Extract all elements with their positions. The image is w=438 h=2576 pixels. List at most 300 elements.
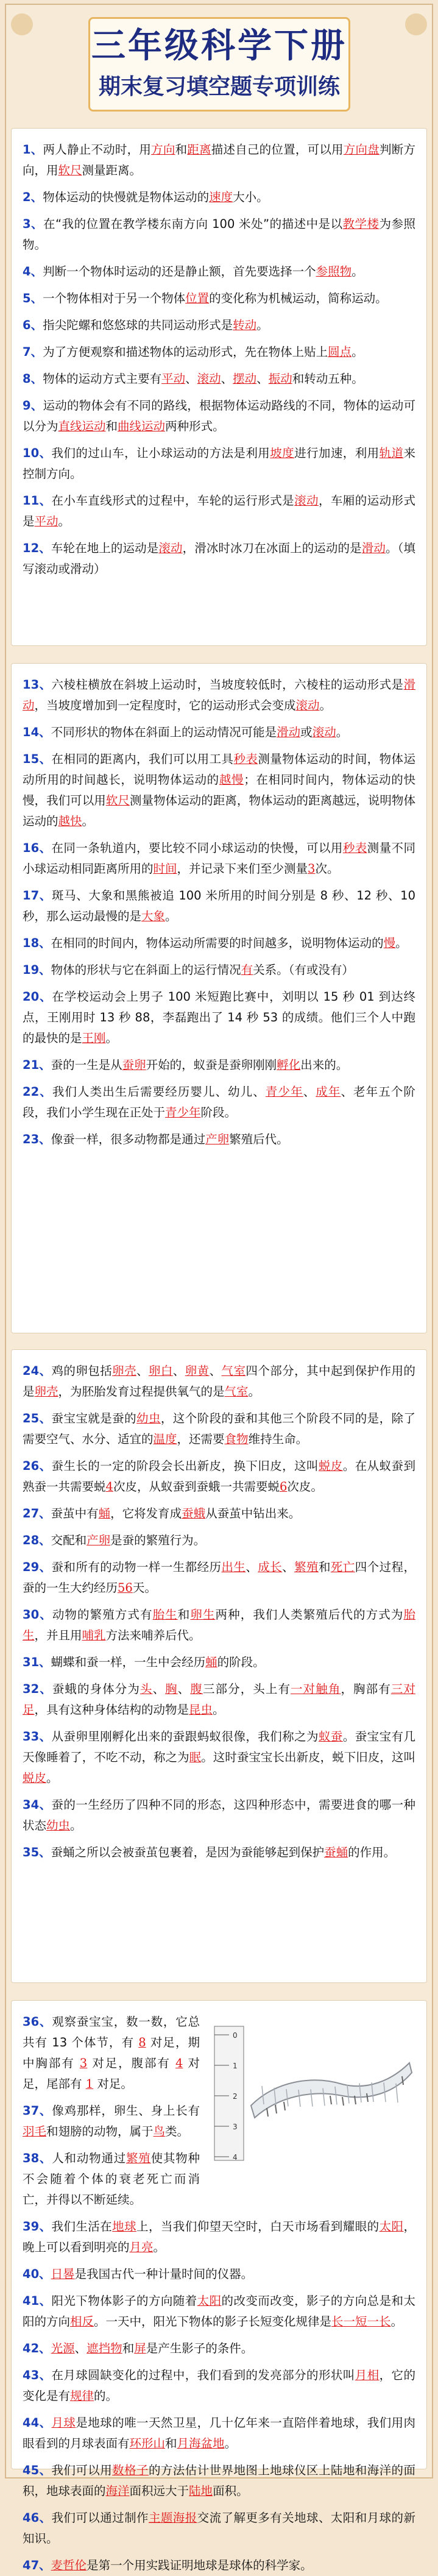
question-item [23, 261, 415, 282]
question-text: 斑马、大象和黑熊被追 100 米所用的时间分别是 8 秒、12 秒、10 秒，那么运动最慢的是 [23, 889, 415, 923]
question-text: 。 [58, 514, 71, 528]
question-number: 5、 [23, 291, 43, 305]
question-text: ，这个阶段的蚕和其他三个阶段不同的是，除了需要空气、水分、适宜的 [23, 1411, 415, 1446]
ruler-tick-label: 3 [233, 2123, 238, 2131]
answer-blank: 圆点 [328, 345, 352, 359]
question-text: 。 [390, 2315, 403, 2329]
question-text: 测量距离。 [82, 163, 142, 177]
answer-blank: 方向盘 [343, 143, 380, 157]
question-item [23, 1726, 415, 1789]
question-text: 蚕生长的一定的阶段会长出新皮，换下旧皮，这叫 [51, 1459, 319, 1473]
question-number: 21、 [23, 1058, 51, 1072]
question-text: 关系。（有或没有） [253, 963, 354, 977]
question-text: 蚕茧中有 [51, 1506, 99, 1520]
corner-decoration-right [405, 13, 427, 35]
answer-blank: 青少年 [265, 1085, 303, 1099]
question-text: 物体的运动方式主要有 [43, 372, 162, 386]
question-number: 6、 [23, 318, 43, 332]
question-number: 46、 [23, 2511, 52, 2525]
silkworm-leg [342, 2097, 344, 2106]
question-item [23, 749, 415, 832]
question-text: ，它将发育成 [110, 1506, 182, 1520]
question-text: 像蚕一样，很多动物都是通过 [51, 1132, 206, 1146]
question-text: 上，当我们仰望天空时，白天市场看到耀眼的 [136, 2219, 380, 2234]
question-item [23, 1361, 415, 1402]
answer-blank: 陆地 [189, 2484, 213, 2498]
answer-blank: 蛹 [205, 1655, 217, 1669]
answer-blank: 日晷 [51, 2267, 75, 2281]
question-text: 、 [172, 1364, 185, 1378]
silkworm-leg [275, 2105, 277, 2113]
answer-blank: 滑动 [277, 725, 301, 739]
question-text: 一个物体相对于另一个物体 [43, 291, 186, 305]
answer-blank: 出生 [221, 1560, 246, 1574]
answer-blank: 曲线运动 [118, 419, 166, 433]
question-number: 40、 [23, 2267, 51, 2281]
question-number: 41、 [23, 2294, 52, 2308]
answer-blank: 环形山 [129, 2436, 166, 2450]
question-text: 。 [351, 264, 364, 279]
question-text: 像鸡那样，卵生、身上长有 [52, 2104, 200, 2118]
question-text: 指尖陀螺和悠悠球的共同运动形式是 [43, 318, 233, 332]
question-item [23, 2338, 415, 2359]
question-text: 六棱柱横放在斜坡上运动时，当坡度较低时，六棱柱的运动形式是 [51, 678, 404, 692]
question-text: 繁殖后代。 [229, 1132, 289, 1146]
answer-blank: 距离 [187, 143, 211, 157]
question-text: 对足，期中胸部有 [23, 2035, 200, 2070]
question-text: 进行加速，利用 [294, 446, 380, 460]
question-item [23, 1082, 415, 1123]
answer-blank: 规律 [70, 2389, 94, 2403]
answer-blank: 位置 [185, 291, 210, 305]
question-text: 。 [82, 814, 94, 828]
question-number: 36、 [23, 2015, 52, 2029]
question-text: ，为胚胎发育过程提供氧气的是 [58, 1385, 225, 1399]
question-text: 蚕和所有的动物一样一生都经历 [51, 1560, 222, 1574]
answer-blank: 6 [279, 1480, 288, 1494]
question-text: 交配和 [51, 1533, 87, 1547]
question-item [23, 2413, 415, 2454]
question-text: 对足，腹部有 [87, 2056, 175, 2070]
answer-blank: 振动 [268, 372, 292, 386]
answer-blank: 滑动 [361, 541, 386, 555]
question-text: 蚕的一生是从 [51, 1058, 122, 1072]
question-text: 。 [336, 725, 348, 739]
question-text: 我们的过山车，让小球运动的方法是利用 [51, 446, 270, 460]
question-text: 和 [177, 1608, 191, 1622]
answer-blank: 卵黄 [185, 1364, 210, 1378]
question-number: 30、 [23, 1608, 52, 1622]
question-text: 、 [209, 1364, 222, 1378]
answer-blank: 滚动 [295, 698, 320, 712]
question-number: 11、 [23, 494, 52, 508]
question-item [23, 491, 415, 532]
question-text: ，还需要 [177, 1432, 225, 1446]
answer-blank: 鸟 [153, 2124, 166, 2138]
answer-blank: 遮挡物 [87, 2341, 122, 2355]
question-number: 33、 [23, 1730, 52, 1744]
answer-blank: 卵壳 [112, 1364, 136, 1378]
question-text: 判断一个物体时运动的还是静止额，首先要选择一个 [43, 264, 316, 279]
question-section-2 [11, 663, 427, 1333]
question-number: 7、 [23, 345, 43, 359]
answer-blank: 蚕卵 [122, 1058, 146, 1072]
question-item [23, 2264, 415, 2285]
question-number: 15、 [23, 752, 52, 766]
answer-blank: 屏 [134, 2341, 146, 2355]
question-text: 两种，我们人类繁殖后代的方式为 [215, 1608, 404, 1622]
question-number: 20、 [23, 990, 52, 1004]
answer-blank: 卵生 [190, 1608, 216, 1622]
question-text: 。一天中，阳光下物体的影子长短变化规律是 [94, 2315, 332, 2329]
question-text: 我们可以用 [51, 2463, 113, 2477]
question-text: 是蚕的繁殖行为。 [110, 1533, 206, 1547]
question-text: 从蚕卵里刚孵化出来的蚕跟蚂蚁很像，我们称之为 [51, 1730, 319, 1744]
question-item [23, 396, 415, 437]
question-text: 运动的物体会有不同的路线，根据物体运动路线的不同，物体的运动可以分为 [23, 399, 415, 433]
answer-blank: 3 [79, 2056, 88, 2070]
answer-blank: 数格子 [112, 2463, 149, 2477]
ruler-and-silkworm-icon [208, 2014, 415, 2166]
question-number: 3、 [23, 217, 44, 231]
answer-blank: 蜕皮 [23, 1771, 47, 1785]
answer-blank: 时间 [153, 862, 177, 876]
question-text: 车轮在地上的运动是 [51, 541, 159, 555]
question-text: 我们人类出生后需要经历婴儿、幼儿、 [52, 1085, 266, 1099]
question-text: 物体的形状与它在斜面上的运行情况 [51, 963, 241, 977]
answer-blank: 孵化 [277, 1058, 301, 1072]
question-text: 。 [213, 1703, 225, 1717]
question-number: 45、 [23, 2463, 52, 2477]
question-text: 蚕蛾的身体分为 [52, 1682, 140, 1696]
question-text: 。在从蚁蚕到熟蚕一共需要蜕 [23, 1459, 415, 1494]
answer-blank: 昆虫 [189, 1703, 213, 1717]
question-text: 对足，尾部有 [23, 2056, 200, 2091]
question-number: 17、 [23, 889, 52, 903]
question-text: 天。 [132, 1581, 157, 1595]
question-text: 我们生活在 [51, 2219, 113, 2234]
answer-blank: 幼虫 [46, 1818, 71, 1833]
question-text: ，并且用 [34, 1628, 82, 1642]
answer-blank: 光源 [51, 2341, 75, 2355]
question-text: 对足。 [93, 2077, 133, 2091]
question-text: 或 [300, 725, 313, 739]
question-text: 测量物体运动的时间，物体运动所用的时间越长，说明物体运动的 [23, 752, 415, 787]
question-item [23, 987, 415, 1049]
question-item [23, 675, 415, 716]
silkworm-body [251, 2063, 412, 2118]
silkworm-leg [284, 2102, 285, 2110]
question-text: 我们可以通过制作 [51, 2511, 149, 2525]
question-text: 。 [248, 1385, 261, 1399]
answer-blank: 月亮 [129, 2240, 154, 2254]
question-item [23, 2216, 415, 2258]
question-number: 29、 [23, 1560, 52, 1574]
question-item [23, 1679, 415, 1720]
question-item [23, 369, 415, 389]
question-section-4 [11, 2000, 427, 2572]
answer-blank: 转动 [233, 318, 257, 332]
answer-blank: 头 [140, 1682, 153, 1696]
question-number: 22、 [23, 1085, 52, 1099]
answer-blank: 青少年 [165, 1105, 201, 1119]
question-text: 测量不同小球运动相同距离所用的 [23, 841, 415, 876]
question-text: 。 [319, 698, 332, 712]
question-text: 观察蚕宝宝，数一数，它总共有 13 个体节，有 [23, 2015, 200, 2049]
question-text: 次皮。 [287, 1480, 323, 1494]
answer-blank: 羽毛 [23, 2124, 47, 2138]
answer-blank: 主题海报 [148, 2511, 197, 2525]
ruler-tick-label: 4 [233, 2153, 238, 2162]
question-text: 在学校运动会上男子 100 米短跑比赛中，刘明以 15 秒 01 到达终点，王刚用时 13 秒 88，李磊跑出了 14 秒 53 的成绩。他们三个人中跑的最快的是 [23, 990, 415, 1045]
question-number: 8、 [23, 372, 43, 386]
question-text: 是地球的唯一天然卫星，几十亿年来一直陪伴着地球，我们用肉眼看到的月球表面有 [23, 2416, 415, 2450]
question-text: 为了方便观察和描述物体的运动形式，先在物体上贴上 [43, 345, 328, 359]
answer-blank: 太阳 [197, 2294, 222, 2308]
question-number: 39、 [23, 2219, 52, 2234]
answer-blank: 3 [308, 862, 316, 876]
title-banner [88, 17, 350, 112]
answer-blank: 蚁蚕 [318, 1730, 343, 1744]
question-text: 是第一个用实践证明地球是球体的科学家。 [87, 2558, 313, 2572]
question-text: 的改变而改变，影子的方向总是和太阳的方向 [23, 2294, 415, 2329]
question-text: 蚕的一生经历了四种不同的形态，这四种形态中，需要进食的哪一种状态 [23, 1798, 415, 1833]
question-text: 描述自己的位置，可以用 [211, 143, 344, 157]
question-text: 不同形状的物体在斜面上的运动情况可能是 [51, 725, 277, 739]
question-text: 的阶段。 [217, 1655, 265, 1669]
answer-blank: 眠 [189, 1750, 202, 1764]
question-item [23, 140, 415, 181]
question-text: 、 [303, 1085, 316, 1099]
question-text: 、老年五个阶段，我们小学生现在正处于 [23, 1085, 415, 1119]
question-text: 阶段。 [200, 1105, 237, 1119]
question-item [23, 342, 415, 363]
question-item [23, 1605, 415, 1646]
question-number: 37、 [23, 2104, 52, 2118]
question-text: 大小。 [233, 190, 269, 204]
question-item [23, 722, 415, 743]
question-item [23, 1652, 415, 1673]
question-text: 、 [185, 372, 197, 386]
question-text: 为参照物。 [23, 217, 415, 252]
question-number: 1、 [23, 143, 43, 157]
question-text: 在同一条轨道内，要比较不同小球运动的快慢，可以用 [51, 841, 343, 855]
question-text: ，具有这种身体结构的动物是 [34, 1703, 189, 1717]
answer-blank: 蜕皮 [318, 1459, 343, 1473]
answer-blank: 幼虫 [136, 1411, 161, 1425]
question-text: 蚕宝宝就是蚕的 [51, 1411, 137, 1425]
page-subtitle: 期末复习填空题专项训练 [98, 74, 340, 99]
question-text: 是我国古代一种计量时间的仪器。 [74, 2267, 253, 2281]
question-text: ，车厢的运动形式是 [23, 494, 415, 528]
question-text: 是产生影子的条件。 [146, 2341, 253, 2355]
answer-blank: 蚕蛹 [324, 1845, 348, 1859]
answer-blank: 气室 [224, 1385, 249, 1399]
answer-blank: 滚动 [197, 372, 221, 386]
question-text: 、 [177, 1682, 191, 1696]
question-text: 的变化称为机械运动，简称运动。 [209, 291, 387, 305]
question-text: 测量物体运动的距离，物体运动的距离越远，说明物体运动的 [23, 793, 415, 828]
question-text: 、 [282, 1560, 295, 1574]
silkworm-leg [330, 2096, 331, 2104]
question-item [23, 538, 415, 580]
answer-blank: 滚动 [158, 541, 183, 555]
answer-blank: 教学楼 [342, 217, 380, 231]
question-text: 。 [224, 2436, 237, 2450]
question-text: 和 [165, 2436, 177, 2450]
answer-blank: 轨道 [379, 446, 404, 460]
question-text: 和翅膀的动物，属于 [46, 2124, 154, 2138]
answer-blank: 长一短一长 [331, 2315, 391, 2329]
answer-blank: 软尺 [105, 793, 130, 807]
answer-blank: 地球 [112, 2219, 137, 2234]
question-text: 维持生命。 [248, 1432, 308, 1446]
answer-blank: 卵白 [148, 1364, 173, 1378]
answer-blank: 蛹 [98, 1506, 111, 1520]
question-text: 出来的。 [300, 1058, 348, 1072]
question-text: 在“我的位置在教学楼东南方向 100 米处”的描述中是以 [43, 217, 343, 231]
answer-blank: 秒表 [233, 752, 258, 766]
question-text: 阳光下物体影子的方向随着 [51, 2294, 197, 2308]
answer-blank: 滑动 [23, 678, 415, 712]
answer-blank: 食物 [224, 1432, 249, 1446]
question-text: 动物的繁殖方式有 [52, 1608, 153, 1622]
answer-blank: 腹 [190, 1682, 203, 1696]
question-number: 31、 [23, 1655, 51, 1669]
corner-decoration-left [11, 13, 33, 35]
question-number: 2、 [23, 190, 43, 204]
question-number: 44、 [23, 2416, 52, 2430]
question-item [23, 2460, 415, 2502]
question-item [23, 443, 415, 484]
answer-blank: 哺乳 [82, 1628, 106, 1642]
question-text: 交流了解更多有关地球、太阳和月球的新知识。 [23, 2511, 415, 2546]
question-text: 、 [256, 372, 269, 386]
question-text: 判断方向，用 [23, 143, 415, 177]
answer-blank: 56 [118, 1581, 133, 1595]
answer-blank: 产卵 [205, 1132, 230, 1146]
answer-blank: 麦哲伦 [51, 2558, 87, 2572]
ruler-tick-label: 2 [233, 2092, 238, 2101]
question-number: 27、 [23, 1506, 51, 1520]
answer-blank: 海洋 [105, 2484, 130, 2498]
answer-blank: 一对触角 [291, 1682, 341, 1696]
question-text: 类。 [165, 2124, 189, 2138]
question-item [23, 1503, 415, 1524]
question-text: 方法来哺养后代。 [105, 1628, 201, 1642]
question-text: 和 [122, 2341, 135, 2355]
question-text: 在相同的距离内，我们可以用工具 [51, 752, 234, 766]
question-item [23, 933, 415, 954]
question-text: 、 [74, 2341, 87, 2355]
silkworm-leg [267, 2108, 268, 2117]
question-number: 12、 [23, 541, 51, 555]
question-number: 19、 [23, 963, 51, 977]
question-item [23, 1842, 415, 1863]
question-item [23, 1557, 415, 1598]
answer-blank: 成长 [258, 1560, 283, 1574]
question-text: 鸡的卵包括 [51, 1364, 113, 1378]
question-item [23, 187, 415, 208]
question-number: 10、 [23, 446, 52, 460]
answer-blank: 秒表 [342, 841, 367, 855]
question-text: ，晚上可以看到明亮的 [23, 2219, 415, 2254]
answer-blank: 大象 [141, 909, 166, 923]
silkworm-figure [208, 2014, 415, 2166]
question-text: 和 [175, 143, 188, 157]
question-text: 和 [318, 1560, 331, 1574]
answer-blank: 胎生 [23, 1608, 415, 1642]
answer-blank: 卵壳 [34, 1385, 58, 1399]
question-text: 。（填写滚动或滑动） [23, 541, 415, 576]
answer-blank: 月海盆地 [177, 2436, 225, 2450]
question-text: 、 [152, 1682, 166, 1696]
question-text: 的。 [94, 2389, 118, 2403]
question-number: 18、 [23, 936, 51, 950]
answer-blank: 繁殖 [294, 1560, 319, 1574]
question-text: ，胸部有 [341, 1682, 391, 1696]
question-text: 在小车直线形式的过程中，车轮的运行形式是 [51, 494, 295, 508]
question-section-3 [11, 1349, 427, 1983]
answer-blank: 月相 [355, 2368, 380, 2382]
question-text: 从蚕茧中钻出来。 [205, 1506, 301, 1520]
question-text: 。 [256, 318, 269, 332]
answer-blank: 成年 [316, 1085, 341, 1099]
answer-blank: 软尺 [58, 163, 82, 177]
question-section-1 [11, 128, 427, 646]
question-text: 三部分，头上有 [202, 1682, 291, 1696]
question-item [23, 1795, 415, 1836]
question-number: 23、 [23, 1132, 51, 1146]
answer-blank: 慢 [383, 936, 396, 950]
answer-blank: 参照物 [316, 264, 352, 279]
answer-blank: 胸 [165, 1682, 178, 1696]
question-item [23, 960, 415, 981]
answer-blank: 越快 [58, 814, 82, 828]
answer-blank: 4 [175, 2056, 183, 2070]
question-text: 和转动五种。 [292, 372, 364, 386]
question-number: 4、 [23, 264, 43, 279]
question-text: 人和动物通过 [52, 2151, 126, 2165]
question-text: 使其物种不会随着个体的衰老死亡而消亡，并得以不断延续。 [23, 2151, 200, 2207]
answer-blank: 滚动 [294, 494, 319, 508]
question-number: 24、 [23, 1364, 52, 1378]
question-text: 两人静止不动时，用 [43, 143, 152, 157]
question-text: 、 [136, 1364, 149, 1378]
question-text: 、 [221, 372, 233, 386]
answer-blank: 温度 [153, 1432, 177, 1446]
question-text: 开始的，蚁蚕是蚕卵刚刚 [146, 1058, 277, 1072]
question-text: 次。 [315, 862, 339, 876]
question-text: 蚕蛹之所以会被蚕茧包裹着，是因为蚕能够起到保护 [51, 1845, 325, 1859]
question-text: 四个部分，其中起到保护作用的是 [23, 1364, 415, 1399]
question-item [23, 1055, 415, 1076]
answer-blank: 有 [241, 963, 253, 977]
question-text: 四个过程，蚕的一生大约经历 [23, 1560, 415, 1595]
answer-blank: 平动 [161, 372, 186, 386]
question-text: 。 [105, 1031, 118, 1045]
answer-blank: 王刚 [82, 1031, 106, 1045]
question-text: 次皮，从蚁蚕到蚕蛾一共需要蜕 [113, 1480, 280, 1494]
question-number: 42、 [23, 2341, 51, 2355]
question-number: 14、 [23, 725, 51, 739]
question-text: 。 [46, 1771, 58, 1785]
question-text: 。 [351, 345, 364, 359]
answer-blank: 8 [138, 2035, 146, 2049]
question-number: 9、 [23, 399, 43, 413]
question-text: 两种形式。 [165, 419, 225, 433]
question-item [23, 214, 415, 255]
